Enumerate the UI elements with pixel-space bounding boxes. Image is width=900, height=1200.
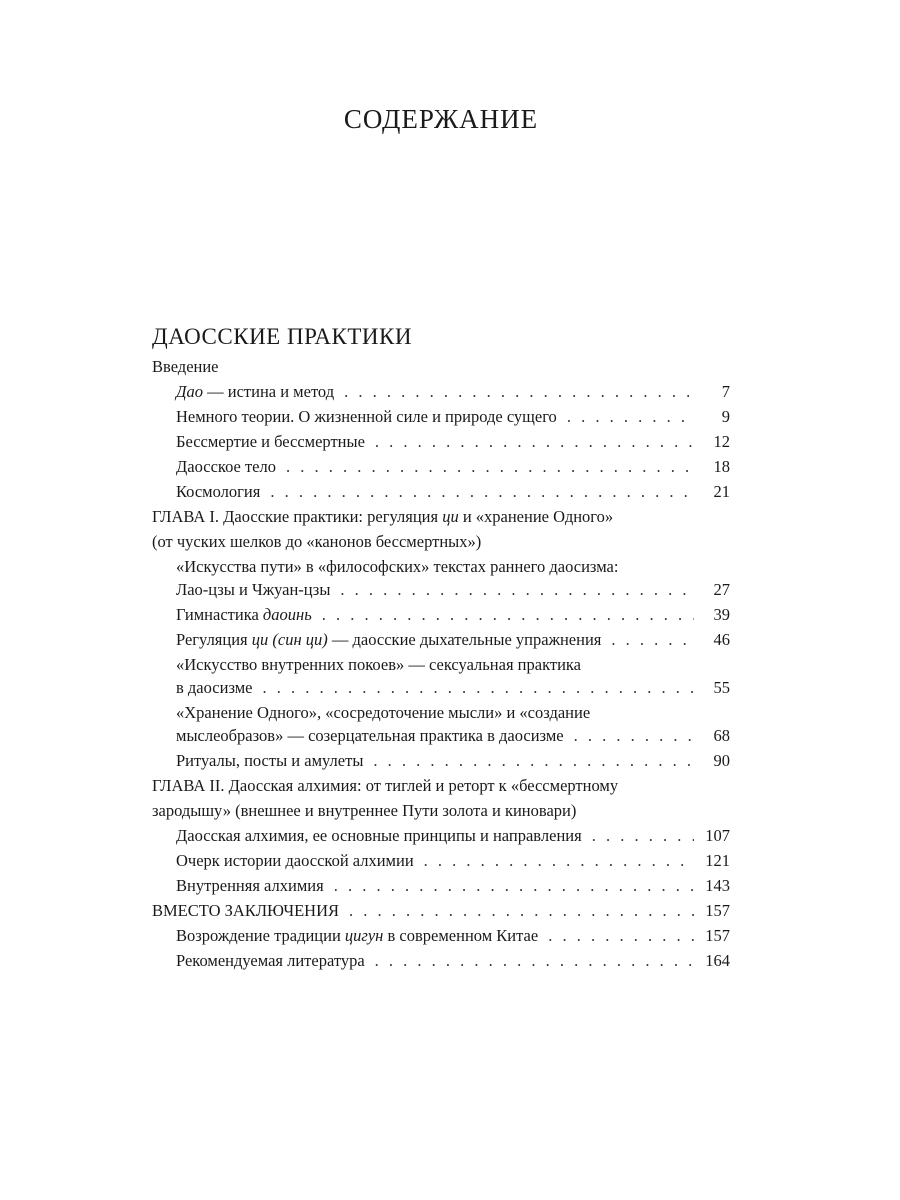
page-number: 12 (713, 432, 730, 451)
toc-entry-emphasis: Дао (176, 382, 203, 401)
toc-entry-emphasis: ци (син ци) (251, 630, 328, 649)
toc-entry-dao[interactable] (152, 380, 730, 403)
toc-entry-line2 (176, 578, 730, 601)
chapter2-heading-line1: ГЛАВА II. Даосская алхимия: от тиглей и реторт к «бессмертному (152, 776, 619, 795)
toc-entry-text-line2: мыслеобразов» — созерцательная практика в даосизме (176, 726, 564, 745)
toc-entry-text-line2: в даосизме (176, 678, 253, 697)
toc-entry-recommended-literature[interactable] (152, 949, 730, 972)
toc-entry-text-line1: «Искусства пути» в «философских» текстах раннего даосизма: (176, 557, 619, 576)
leader-dots (424, 849, 694, 872)
toc-entry-line2 (176, 724, 730, 747)
toc-entry-text: Немного теории. О жизненной силе и природе сущего (176, 407, 557, 426)
page-number: 27 (713, 580, 730, 599)
chapter1-heading-line2: (от чуских шелков до «канонов бессмертных») (152, 532, 482, 551)
page-number: 7 (721, 382, 730, 401)
toc-entry-text-line1: «Искусство внутренних покоев» — сексуальная практика (176, 655, 581, 674)
leader-dots (334, 874, 694, 897)
toc-entry-text: Внутренняя алхимия (176, 876, 324, 895)
toc-entry-rituals[interactable] (152, 749, 730, 772)
toc-entry-body[interactable] (152, 455, 730, 478)
page-number: 157 (705, 926, 730, 945)
toc-entry-cosmology[interactable] (152, 480, 730, 503)
toc-entry-emphasis: цигун (344, 926, 384, 945)
leader-dots (344, 380, 694, 403)
toc-entry-line2 (176, 676, 730, 699)
page-number: 157 (705, 901, 730, 920)
leader-dots (263, 676, 695, 699)
leader-dots (548, 924, 694, 947)
page-number: 143 (705, 876, 730, 895)
leader-dots (373, 749, 694, 772)
page-title: СОДЕРЖАНИЕ (343, 104, 539, 134)
toc-entry-text-line2: Лао-цзы и Чжуан-цзы (176, 580, 331, 599)
page-number: 46 (713, 630, 730, 649)
toc-entry-qigong-revival[interactable] (152, 924, 730, 947)
chapter1-heading-text-rest: и «хранение Одного» (458, 507, 614, 526)
part-title: ДАОССКИЕ ПРАКТИКИ (152, 324, 412, 349)
page-number: 90 (713, 751, 730, 770)
table-of-contents (152, 322, 730, 974)
toc-entry-text: Бессмертие и бессмертные (176, 432, 365, 451)
page-number: 107 (705, 826, 730, 845)
leader-dots (375, 430, 694, 453)
toc-entry-text (176, 380, 334, 403)
page-number: 68 (713, 726, 730, 745)
toc-entry-text: ВМЕСТО ЗАКЛЮЧЕНИЯ (152, 901, 340, 920)
chapter1-heading-line1 (152, 505, 730, 528)
title-wrap (152, 104, 730, 135)
page-number: 55 (713, 678, 730, 697)
toc-entry-alchemy-history[interactable] (152, 849, 730, 872)
leader-dots (286, 455, 694, 478)
toc-entry-text-rest: в современном Китае (383, 926, 539, 945)
page-number: 9 (721, 407, 730, 426)
toc-entry-inner-alchemy[interactable] (152, 874, 730, 897)
leader-dots (592, 824, 694, 847)
intro-heading: Введение (152, 357, 219, 376)
page-number: 18 (713, 457, 730, 476)
toc-entry-qi-regulation[interactable] (152, 628, 730, 651)
toc-entry-text-line1: «Хранение Одного», «сосредоточение мысли» и «создание (176, 703, 591, 722)
toc-entry-arts-of-way[interactable] (152, 555, 730, 601)
toc-entry-text-rest: — даосские дыхательные упражнения (327, 630, 602, 649)
leader-dots (375, 949, 694, 972)
toc-entry-text-rest: — истина и метод (203, 382, 335, 401)
leader-dots (270, 480, 694, 503)
toc-entry-text: Очерк истории даосской алхимии (176, 851, 414, 870)
chapter1-heading-emphasis: ци (442, 507, 459, 526)
toc-entry-theory[interactable] (152, 405, 730, 428)
toc-entry-immortality[interactable] (152, 430, 730, 453)
toc-entry-text (176, 628, 601, 651)
page-number: 121 (705, 851, 730, 870)
toc-entry-text (176, 603, 312, 626)
toc-entry-guarding-one[interactable] (152, 701, 730, 747)
toc-entry-text (176, 924, 538, 947)
page-number: 39 (713, 605, 730, 624)
leader-dots (349, 899, 694, 922)
toc-entry-text-pre: Возрождение традиции (176, 926, 345, 945)
toc-entry-text: Даосское тело (176, 457, 276, 476)
toc-entry-text-pre: Гимнастика (176, 605, 263, 624)
chapter1-heading-text: ГЛАВА I. Даосские практики: регуляция (152, 507, 443, 526)
leader-dots (340, 578, 694, 601)
chapter2-heading-line2: зародышу» (внешнее и внутреннее Пути золота и киновари) (152, 801, 577, 820)
toc-entry-conclusion[interactable] (152, 899, 730, 922)
toc-entry-alchemy-principles[interactable] (152, 824, 730, 847)
page-number: 21 (713, 482, 730, 501)
toc-entry-text: Ритуалы, посты и амулеты (176, 751, 364, 770)
toc-entry-text: Космология (176, 482, 261, 501)
toc-entry-emphasis: даоинь (262, 605, 312, 624)
leader-dots (611, 628, 694, 651)
toc-entry-daoyin[interactable] (152, 603, 730, 626)
page-number: 164 (705, 951, 730, 970)
toc-entry-text-pre: Регуляция (176, 630, 252, 649)
leader-dots (322, 603, 694, 626)
leader-dots (574, 724, 694, 747)
toc-entry-text: Рекомендуемая литература (176, 951, 365, 970)
leader-dots (567, 405, 694, 428)
toc-entry-text: Даосская алхимия, ее основные принципы и направления (176, 826, 582, 845)
toc-entry-inner-chambers[interactable] (152, 653, 730, 699)
